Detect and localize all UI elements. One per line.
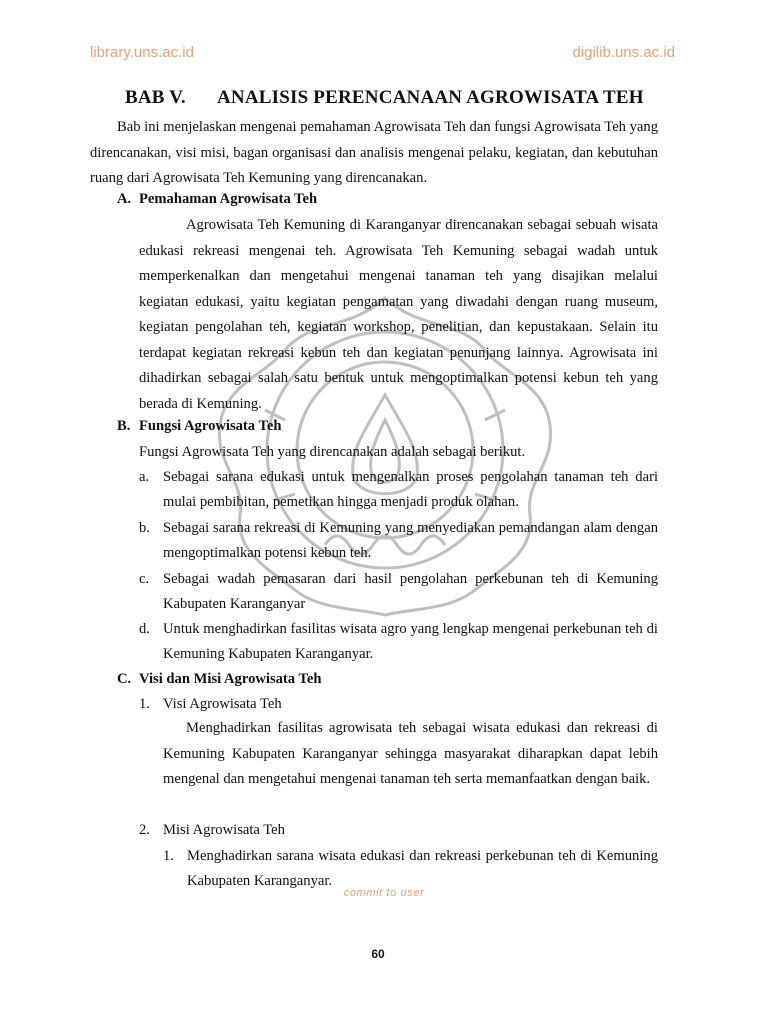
section-c-title: Visi dan Misi Agrowisata Teh	[139, 671, 322, 687]
list-item	[139, 567, 658, 617]
header-site-left[interactable]: library.uns.ac.id	[90, 44, 194, 61]
list-item	[139, 617, 658, 667]
intro-paragraph: Bab ini menjelaskan mengenai pemahaman Agrowisata Teh dan fungsi Agrowisata Teh yang direncanakan, visi misi, bagan organisasi dan analisis mengenai pelaku, kegiatan, dan kebutuhan ruang dari Agrowisata Teh Kemuning yang direncanakan.	[90, 119, 658, 186]
list-item-text: Sebagai sarana rekreasi di Kemuning yang menyediakan pemandangan alam dengan mengoptimalkan potensi kebun teh.	[163, 520, 658, 561]
section-a-label: A.	[117, 191, 132, 207]
section-b-label: B.	[117, 418, 131, 434]
misi-label: 2.	[139, 822, 150, 838]
misi-heading	[139, 818, 658, 843]
section-c-label: C.	[117, 671, 132, 687]
list-item-label: a.	[139, 469, 150, 485]
section-b-lead: Fungsi Agrowisata Teh yang direncanakan adalah sebagai berikut.	[139, 444, 526, 460]
section-b-heading	[117, 418, 281, 435]
section-b-title: Fungsi Agrowisata Teh	[139, 418, 282, 434]
list-item	[139, 516, 658, 566]
section-a-heading	[117, 191, 317, 208]
page-number: 60	[371, 947, 385, 961]
list-item-text: Sebagai wadah pemasaran dari hasil pengolahan perkebunan teh di Kemuning Kabupaten Karanganyar	[163, 571, 658, 612]
visi-label: 1.	[139, 696, 150, 712]
list-item-label: d.	[139, 621, 150, 637]
section-a-paragraph: Agrowisata Teh Kemuning di Karanganyar direncanakan sebagai sebuah wisata edukasi rekreasi mengenai teh. Agrowisata Teh Kemuning sebagai wadah untuk memperkenalkan dan mengetahui mengenai tanaman teh yang disajikan melalui kegiatan edukasi, yaitu kegiatan pengamatan yang diwadahi dengan ruang museum, kegiatan pengolahan teh, kegiatan workshop, penelitian, dan kepustakaan. Selain itu terdapat kegiatan rekreasi kebun teh dan kegiatan penunjang lainnya. Agrowisata ini dihadirkan sebagai salah satu bentuk untuk mengoptimalkan potensi kebun teh yang berada di Kemuning.	[139, 217, 658, 412]
section-a-title: Pemahaman Agrowisata Teh	[139, 191, 318, 207]
visi-title: Visi Agrowisata Teh	[163, 696, 282, 712]
chapter-number: BAB V.	[125, 87, 186, 108]
commit-watermark: commit to user	[343, 887, 425, 899]
header-site-right[interactable]: digilib.uns.ac.id	[572, 44, 675, 61]
list-item-label: b.	[139, 520, 150, 536]
list-item-text: Sebagai sarana edukasi untuk mengenalkan proses pengolahan tanaman teh dari mulai pembibitan, pemetikan hingga menjadi produk olahan.	[163, 469, 658, 510]
list-item	[139, 465, 658, 515]
list-item-label: c.	[139, 571, 150, 587]
misi-title: Misi Agrowisata Teh	[163, 822, 285, 838]
list-item-text: Menghadirkan sarana wisata edukasi dan rekreasi perkebunan teh di Kemuning Kabupaten Karanganyar.	[187, 848, 658, 889]
visi-heading	[139, 692, 658, 717]
section-c-heading	[117, 671, 321, 688]
chapter-title	[125, 87, 644, 109]
list-item-text: Untuk menghadirkan fasilitas wisata agro yang lengkap mengenai perkebunan teh di Kemuning Kabupaten Karanganyar.	[163, 621, 658, 662]
chapter-heading: ANALISIS PERENCANAAN AGROWISATA TEH	[217, 87, 644, 108]
visi-paragraph: Menghadirkan fasilitas agrowisata teh sebagai wisata edukasi dan rekreasi di Kemuning Kabupaten Karanganyar sehingga masyarakat diharapkan dapat lebih mengenal dan mengetahui mengenai tanaman teh serta memanfaatkan dengan baik.	[163, 720, 658, 787]
list-item-label: 1.	[163, 848, 174, 864]
